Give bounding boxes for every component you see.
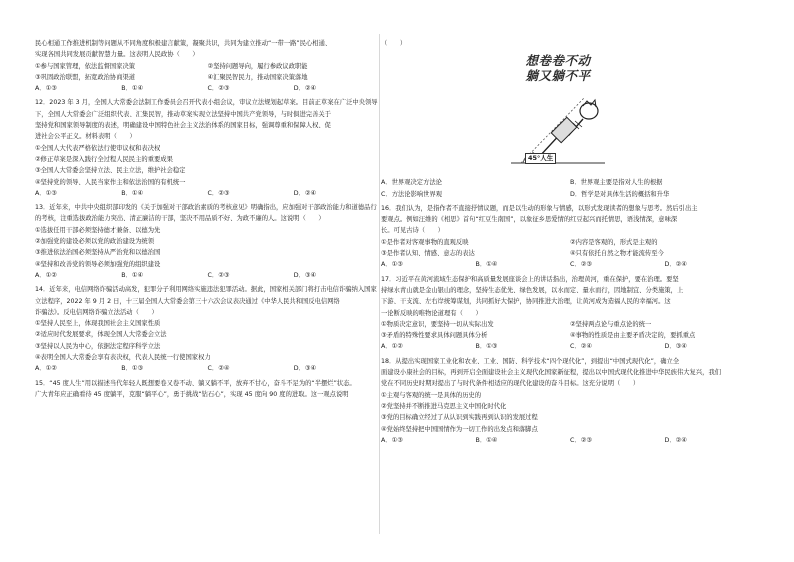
text-line: 实现各国共同发展贡献智慧力量。这表明人民政协（ ） [35,51,199,59]
choice: D．哲学是对具体生活的概括和升华 [570,190,670,198]
text-line: 15．“45 度人生”用以描述当代年轻人既想要卷又卷不动、躺又躺不平，放弃不甘心，奋斗不足为的“半摆烂”状态。 [35,379,356,387]
option-row [381,237,759,248]
cartoon-title-line1: 想卷卷不动 [525,53,591,69]
choice: A．①③ [381,261,403,269]
choice: C．②③ [207,85,230,93]
choice: C．②④ [207,365,230,373]
text-line: 广大青年应正确看待 45 度躺平，克服“躺平心”，勇于挑战“钻石心”，实现 45 度向 90 度的进取。这一观点说明 [35,390,349,398]
text-line: 12．2023 年 3 月，全国人大常委会法制工作委员会召开代表小组会议，审议立法规划起草案。目前正草案在广泛中央领导 [35,99,378,107]
choice: A．①② [35,365,57,373]
choice: B．①④ [121,85,144,93]
option: ①选拔任用干部必须坚持德才兼备、以德为先 [35,226,161,234]
choice: B．世界观主要是指对人生的根据 [570,179,663,187]
q13-stem [35,202,380,225]
text-line: 诈骗法》。反电信网络诈骗立法活动（ ） [35,308,158,316]
option: ①参与国家管理，依法监督国家决策 [35,62,136,70]
text-line: 一论断反映的唯物论道理有（ ） [381,309,482,317]
option-row [381,248,759,259]
option: ③党的目标确立经过了从认识到实践再到认识的发展过程 [381,414,538,422]
choice: B．①③ [475,343,498,351]
text-line: 长。可见古诗（ ） [381,227,444,235]
choice: C．方法论影响世界观 [381,190,443,198]
choice: C．②④ [570,343,592,351]
option: ②坚持两点论与重点论的统一 [570,320,652,328]
left-column [35,38,380,400]
choice: A．①② [381,343,403,351]
choice: D．③④ [293,271,317,279]
cartoon-title-line2: 躺又躺不平 [525,68,591,84]
text-line: 立法程序，2022 年 9 月 2 日，十三届全国人大常委会第三十六次会议表决通过《中华人民共和国反电信网络 [35,297,340,305]
option-row [381,330,759,341]
choice: D．②④ [664,261,687,269]
option: ①全国人大代表严格依法行使审议权和表决权 [35,144,161,152]
choice: B．①④ [475,261,498,269]
text-line: 下游、干支流、左右岸统筹谋划，共同抓好大保护，协同推进大治理，让黄河成为造福人民的幸福河。这 [381,298,671,306]
q11-stem [35,38,380,61]
q17-stem [381,274,759,319]
text-line: 党在不同历史时期对提出了与时代条件相适应的现代化建设的奋斗目标。这充分说明（ ） [381,380,640,388]
choice-row [35,270,380,281]
option: ③全国人大常委会坚持立法、民主立法，维护社会稳定 [35,167,186,175]
choice: C．②③ [570,261,592,269]
option: ②加强党的建设必须以党的政治建设为统领 [35,238,154,246]
choice-row [381,341,759,352]
option: ③推进依法治国必须坚持从严治党和以德治国 [35,249,161,257]
text-line: 进社会公平正义。材料表明（ ） [35,133,136,141]
choice: D．③④ [664,343,687,351]
choice-row [381,189,759,200]
choice: D．②④ [293,189,317,197]
option: ①是作者对客观事物的直观反映 [381,238,469,246]
choice-row [35,188,380,199]
q16-stem [381,203,759,237]
choice: A．①③ [381,436,403,444]
slanted-person-illustration [503,83,613,171]
option-row [35,72,380,83]
choice: D．③④ [293,365,317,373]
cartoon-figure [503,53,613,171]
text-line: 16．我们认为，是指作者不直接抒情议题，而是以生动的形象与情感，以形式发现读者的想象与思考。然后引出主 [381,204,698,212]
text-line: 下，全国人大常委会广泛组织代表、汇集民智，推动草案实现立法坚持中国共产党领导，与时俱进完善关于 [35,110,331,118]
option: ④只有依托自然之物才能流传至今 [570,250,664,258]
text-line: 要观点。例如汪维的《相思》首句“红豆生南国”，以象征乡思爱情的红豆起兴而托情思，语浅情深，意味深 [381,216,678,224]
text-line: 持绿水青山就是金山银山的理念，坚持生态优先、绿色发展，以水而定、量水而行，因地制宜、分类施策，上 [381,286,684,294]
choice: A．①③ [35,189,57,197]
choice: B．①④ [475,436,498,444]
option: ②内容是客观的，形式是主观的 [570,238,658,246]
option: ②修正草案是深入践行全过程人民民主的重要成果 [35,155,173,163]
option: ③矛盾的特殊性要求具体问题具体分析 [381,332,488,340]
choice: D．②④ [664,436,687,444]
q14-stem [35,284,380,318]
option: ①物质决定意识，要坚持一切从实际出发 [381,320,494,328]
cartoon-caption: 45°人生 [525,153,556,164]
option: ③巩固政治联盟，拓宽政治协商渠道 [35,73,136,81]
option: ④坚持和改善党的领导必须加强党的组织建设 [35,260,161,268]
right-column [381,38,759,446]
choice: B．①④ [121,271,144,279]
text-line: 17．习近平在黄河流域生态保护和高质量发展座谈会上的讲话指出，治理黄河，重在保护，要在治理。要坚 [381,275,679,283]
choice: C．②③ [207,189,230,197]
option: ④表明全国人大常委会享有表决权，代表人民统一行使国家权力 [35,354,211,362]
option: ③是作者认知、情感、意志的表达 [381,250,475,258]
option: ④事物的性质是由主要矛盾决定的，要抓重点 [570,332,696,340]
text-line: 民心相通工作推进机制等问题从不同角度积极建言献策，凝聚共识，共同为建立推动“一带一路”民心相通、 [35,40,332,47]
text-line: 面建设小康社会的目标，再到开启全面建设社会主义现代化国家新征程，提出以中国式现代化推进中华民族伟大复兴，我们 [381,369,722,377]
choice: B．①③ [121,365,144,373]
option: ④党始终坚持把中国国情作为一切工作的出发点和落脚点 [381,425,538,433]
text-line: 13．近年来，中共中央组织部印发的《关于加强对干部政治素质的考核意见》明确指出，应加强对干部政治能力和道德品行 [35,204,377,212]
text-line: 的考核，注重选拔政治能力突出、清正廉洁的干部，坚决不用品质不好、为政不廉的人。这说明（ ） [35,215,325,223]
q12-stem [35,97,380,142]
choice: C．②③ [207,271,230,279]
option-row [35,61,380,72]
option: ①主观与客观的统一是具体的历史的 [381,391,482,399]
option-row [381,319,759,330]
text-line: 18．从提出实现国家工业化和农业、工业、国防、科学技术“四个现代化”，到提出“中国式现代化”，确立全 [381,357,680,365]
choice: A．①③ [35,85,57,93]
choice: D．②④ [293,85,317,93]
option: ③坚持以人民为中心，依据法定程序科学立法 [35,342,161,350]
choice-row [381,259,759,270]
choice: C．②③ [570,436,592,444]
option: ②党坚持并不断推进马克思主义中国化时代化 [381,402,507,410]
option: ④坚持党的领导、人民当家作主和依法治国的有机统一 [35,178,186,186]
choice: A．①② [35,271,57,279]
choice-row [381,435,759,446]
option: ②适应时代发展要求，体现全国人大常委会立法 [35,331,167,339]
q15-stem [35,378,380,401]
q15-answer-blank: （ ） [381,40,407,47]
choice-row [35,83,380,94]
choice: B．①④ [121,189,144,197]
option: ④汇聚民智民力，推动国家决策落地 [207,73,308,81]
choice: A．世界观决定方法论 [381,179,442,187]
choice-row [381,177,759,188]
text-line: 14．近年来，电信网络诈骗活动高发，犯罪分子利用网络实施违法犯罪活动。据此，国家相关部门将打击电信诈骗纳入国家 [35,286,377,294]
q18-stem [381,356,759,390]
option: ①坚持人民至上，体现我国社会主义国家性质 [35,320,161,328]
choice-row [35,363,380,374]
option: ②坚持问题导向，履行参政议政职能 [207,62,308,70]
text-line: 坚持党和国家领导制度的表述，明确建设中国特色社会主义法治体系的国家目标，强调尊重和保障人权、促 [35,122,331,130]
